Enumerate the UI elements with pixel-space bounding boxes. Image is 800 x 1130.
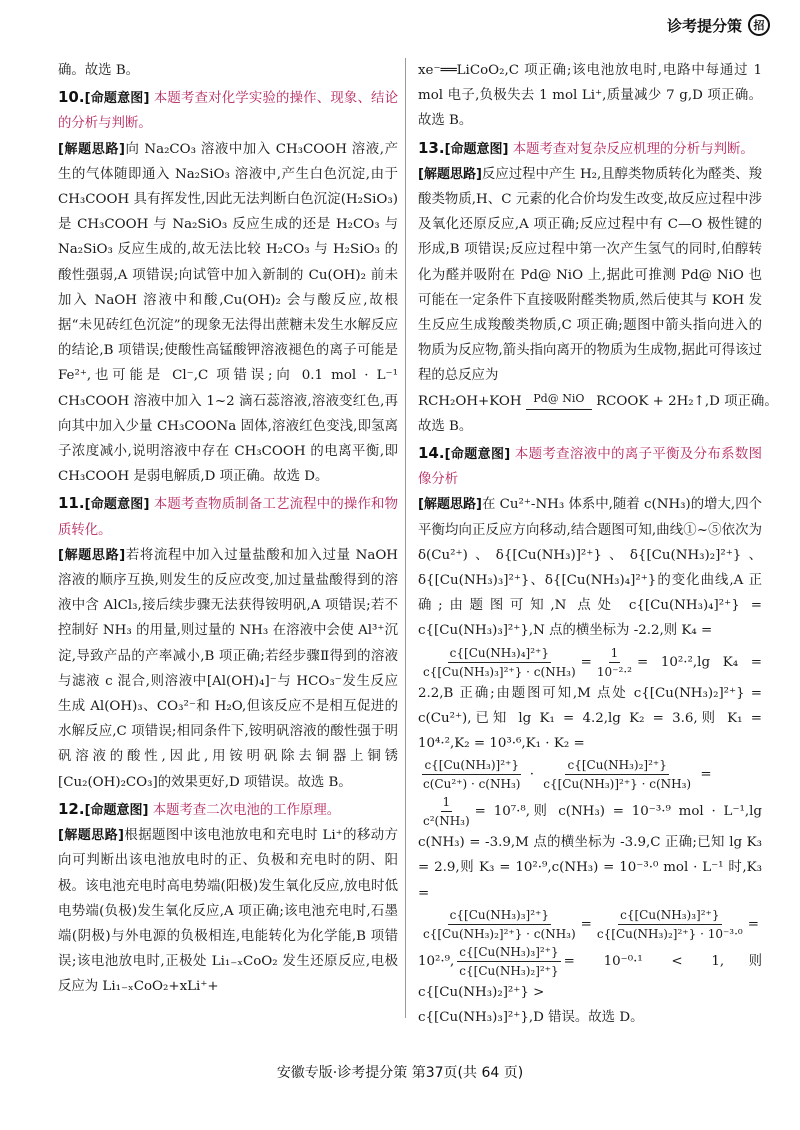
- q14-frac5-den: c{[Cu(NH₃)₂]²⁺} · c(NH₃): [423, 926, 576, 941]
- q14-frac3-den: c{[Cu(NH₃)]²⁺} · c(NH₃): [543, 777, 692, 792]
- q9-tail: 确。故选 B。: [58, 63, 140, 78]
- q14-frac1: [421, 644, 578, 681]
- q14-frac6: [595, 906, 745, 943]
- q14-frac3-num: c{[Cu(NH₃)₂]²⁺}: [565, 756, 668, 775]
- q11-think-tag: [解题思路]: [58, 547, 126, 563]
- q14-frac1b: [595, 644, 634, 681]
- q13-eq-right: RCOOK + 2H₂↑,D 项正确。: [596, 393, 778, 409]
- question-12: [58, 797, 398, 1000]
- q14-intent-line: [418, 441, 762, 492]
- q14-body3: = 10⁷·⁸,则 c(NH₃) = 10⁻³·⁹ mol · L⁻¹,lg c(NH₃) = -3.9,M 点的横坐标为 -3.9,C 正确;已知 lg K₃ = 2.9,则 K₃ = 10²·⁹,c(NH₃) = 10⁻³·⁰ mol · L⁻¹ 时,K₃ =: [418, 804, 762, 901]
- q14-frac3: [541, 756, 693, 793]
- q14-frac1-num: c{[Cu(NH₃)₄]²⁺}: [448, 644, 551, 663]
- q10-intent-line: [58, 85, 398, 136]
- q14-frac2: [421, 756, 522, 793]
- q14-think-tag: [解题思路]: [418, 497, 482, 513]
- q14-frac6-num: c{[Cu(NH₃)₃]²⁺}: [618, 906, 721, 925]
- q14-frac6-den: c{[Cu(NH₃)₂]²⁺} · 10⁻³·⁰: [596, 926, 743, 941]
- q14-frac7: [457, 943, 560, 980]
- q13-think-tag: [解题思路]: [418, 166, 482, 182]
- q14-k1k2-line: $\frac{\text{c\{[Cu(NH₃)]²⁺\}}}{\text{c(Cu²⁺) · c(NH₃)}}$ · $\frac{\text{c\{[Cu(NH₃)₂]²⁺\}}}{\text{c\{[Cu(NH₃)]²⁺\} · c(NH₃)}}$ =: [423, 758, 712, 792]
- q12-tag: [命题意图]: [84, 802, 149, 818]
- column-divider: [405, 58, 406, 1018]
- brand-title: 诊考提分策: [666, 16, 742, 35]
- q14-body1: 在 Cu²⁺-NH₃ 体系中,随着 c(NH₃)的增大,四个平衡均向正反应方向移动,结合题图可知,曲线①~⑤依次为 δ(Cu²⁺)、δ{[Cu(NH₃)]²⁺}、δ{[Cu(NH₃)₂]²⁺}、δ{[Cu(NH₃)₃]²⁺}、δ{[Cu(NH₃)₄]²⁺}的变化曲线,A 正确;由题图可知,N 点处 c{[Cu(NH₃)₄]²⁺} = c{[Cu(NH₃)₃]²⁺},N 点的横坐标为 -2.2,则 K₄ =: [418, 497, 762, 639]
- q11-tag: [命题意图]: [84, 497, 150, 513]
- right-column: [418, 58, 778, 1030]
- question-10: [58, 85, 398, 489]
- q14-k4-line: $\frac{\text{c\{[Cu(NH₃)₄]²⁺\}}}{\text{c\{[Cu(NH₃)₃]²⁺\} · c(NH₃)}}$ = $\frac{1}{\text{10⁻²·²}}$ = 10²·²,lg K₄ = 2.2,B 正确;由题图可知,M 点处 c{[Cu(NH₃)₂]²⁺} = c(Cu²⁺),已知 lg K₁ = 4.2,lg K₂ = 3.6,则 K₁ = 10⁴·²,K₂ = 10³·⁶,K₁ · K₂ =: [418, 645, 762, 752]
- q11-intent-line: [58, 491, 398, 542]
- q10-intent: 本题考查对化学实验的操作、现象、结论的分析与判断。: [58, 91, 399, 132]
- q12-tail: xe⁻══LiCoO₂,C 项正确;该电池放电时,电路中每通过 1 mol 电子,负极失去 1 mol Li⁺,质量减少 7 g,D 项正确。故选 B。: [418, 63, 762, 129]
- q11-body: 若将流程中加入过量盐酸和加入过量 NaOH 溶液的顺序互换,则发生的反应改变,加过量盐酸得到的溶液中含 AlCl₃,接后续步骤无法获得铵明矾,A 项错误;若不控制好 NH₃ 的用量,则过量的 NH₃ 在溶液中会使 Al³⁺沉淀,导致产品的产率减小,B 项正确;若经步骤Ⅱ得到的溶液与滤液 c 混合,则溶液中[Al(OH)₄]⁻与 HCO₃⁻发生反应生成 Al(OH)₃、CO₃²⁻和 H₂O,但该反应不是相互促进的水解反应,C 项错误;相同条件下,铵明矾溶液的酸性强于明矾溶液的酸性,因此,用铵明矾除去铜器上铜锈[Cu₂(OH)₂CO₃]的效果更好,D 项错误。故选 B。: [58, 547, 398, 790]
- q10-tag: [命题意图]: [84, 91, 150, 107]
- q10-body: 向 Na₂CO₃ 溶液中加入 CH₃COOH 溶液,产生的气体随即通入 Na₂SiO₃ 溶液中,产生白色沉淀,由于 CH₃COOH 具有挥发性,因此无法判断白色沉淀(H₂SiO₃)是 CH₃COOH 与 Na₂SiO₃ 反应生成的还是 H₂CO₃ 与 Na₂SiO₃ 反应生成的,故无法比较 H₂CO₃ 与 H₂SiO₃ 的酸性强弱,A 项错误;向试管中加入新制的 Cu(OH)₂ 前未加入 NaOH 溶液中和酸,Cu(OH)₂ 会与酸反应,故根据“未见砖红色沉淀”的现象无法得出蔗糖未发生水解反应的结论,B 项错误;使酸性高锰酸钾溶液褪色的离子可能是 Fe²⁺,也可能是 Cl⁻,C 项错误;向 0.1 mol · L⁻¹ CH₃COOH 溶液中加入 1~2 滴石蕊溶液,溶液变红色,再向其中加入少量 CH₃COONa 固体,溶液红色变浅,即氢离子浓度减小,说明溶液中存在 CH₃COOH 的电离平衡,即 CH₃COOH 是弱电解质,D 项正确。故选 D。: [58, 141, 398, 485]
- q14-intent: 本题考查溶液中的离子平衡及分布系数图像分析: [418, 447, 763, 488]
- q14-body4-pre: 10²·⁹,: [418, 953, 455, 969]
- q14-frac7-den: c{[Cu(NH₃)₂]²⁺}: [459, 963, 559, 978]
- q14-k3-line: $\frac{\text{c\{[Cu(NH₃)₃]²⁺\}}}{\text{c\{[Cu(NH₃)₂]²⁺\} · c(NH₃)}}$ = $\frac{\text{c\{[Cu(NH₃)₃]²⁺\}}}{\text{c\{[Cu(NH₃)₂]²⁺\} · 10⁻³·⁰}}$ =: [423, 907, 759, 941]
- q12-solution: [58, 823, 398, 999]
- q14-frac1b-num: 1: [609, 644, 621, 663]
- q11-solution: [58, 543, 398, 795]
- q13-eq-condition: Pd@ NiO: [533, 391, 585, 405]
- q13-eq-arrow: [526, 393, 592, 410]
- q12-intent: 本题考查二次电池的工作原理。: [152, 802, 341, 818]
- q14-frac1b-den: 10⁻²·²: [596, 664, 632, 679]
- q14-frac4-den: c²(NH₃): [423, 814, 470, 829]
- q14-frac2-den: c(Cu²⁺) · c(NH₃): [423, 777, 521, 792]
- q12-body: 根据题图中该电池放电和充电时 Li⁺的移动方向可判断出该电池放电时的正、负极和充电时的阴、阳极。该电池充电时高电势端(阳极)发生氧化反应,放电时低电势端(负极)发生氧化反应,A 项正确;该电池充电时,石墨端(阴极)与外电源的负极相连,电能转化为化学能,B 项错误;该电池放电时,正极处 Li₁₋ₓCoO₂ 发生还原反应,电极反应为 Li₁₋ₓCoO₂+xLi⁺+: [58, 828, 398, 995]
- q13-equation: [418, 389, 778, 414]
- q14-frac4: [421, 793, 472, 830]
- brand-logo-icon: 招: [748, 14, 770, 36]
- q14-solution: [418, 492, 762, 643]
- q11-number: 11.: [58, 494, 85, 513]
- q13-number: 13.: [418, 138, 445, 157]
- q13-intent-line: [418, 136, 762, 162]
- q10-number: 10.: [58, 88, 85, 107]
- q14-body5: c{[Cu(NH₃)₃]²⁺},D 错误。故选 D。: [418, 1010, 644, 1026]
- q12-intent-line: [58, 797, 398, 823]
- q10-solution: [58, 137, 398, 490]
- reaction-arrow-icon: [526, 405, 592, 410]
- page-footer: 安徽专版·诊考提分策 第37页(共 64 页): [276, 1065, 524, 1081]
- q13-tag: [命题意图]: [444, 141, 509, 157]
- q12-number: 12.: [58, 799, 85, 818]
- q14-frac4-num: 1: [441, 793, 453, 812]
- question-11: [58, 491, 398, 794]
- q14-frac1-den: c{[Cu(NH₃)₃]²⁺} · c(NH₃): [423, 664, 576, 679]
- q12-think-tag: [解题思路]: [58, 828, 124, 844]
- question-13: [418, 136, 778, 439]
- q13-intent: 本题考查对复杂反应机理的分析与判断。: [512, 141, 754, 157]
- q14-c-line: [418, 793, 762, 906]
- q13-end: 故选 B。: [418, 418, 473, 434]
- q13-eq-left: RCH₂OH+KOH: [418, 393, 522, 409]
- header-brand: [667, 14, 770, 36]
- q14-frac5-num: c{[Cu(NH₃)₃]²⁺}: [448, 906, 551, 925]
- question-14: [418, 441, 762, 1030]
- q13-solution: [418, 162, 762, 389]
- q14-body4: = 10⁻⁰·¹ < 1,则 c{[Cu(NH₃)₂]²⁺} >: [418, 953, 762, 1000]
- q14-body2: = 10²·²,lg K₄ = 2.2,B 正确;由题图可知,M 点处 c{[Cu(NH₃)₂]²⁺} = c(Cu²⁺),已知 lg K₁ = 4.2,lg K₂ = 3.6,则 K₁ = 10⁴·²,K₂ = 10³·⁶,K₁ · K₂ =: [418, 654, 762, 752]
- q10-think-tag: [解题思路]: [58, 141, 125, 157]
- q11-intent: 本题考查物质制备工艺流程中的操作和物质转化。: [58, 497, 399, 538]
- q14-ratio-line: [418, 943, 762, 1005]
- q14-frac2-num: c{[Cu(NH₃)]²⁺}: [422, 756, 521, 775]
- q14-tag: [命题意图]: [444, 447, 511, 463]
- q14-frac7-num: c{[Cu(NH₃)₃]²⁺}: [457, 943, 560, 962]
- q14-frac5: [421, 906, 578, 943]
- left-column: [58, 58, 398, 1000]
- q14-number: 14.: [418, 444, 445, 463]
- q13-body: 反应过程中产生 H₂,且醇类物质转化为醛类、羧酸类物质,H、C 元素的化合价均发生改变,故反应过程中涉及氧化还原反应,A 项正确;反应过程中有 C—O 极性键的形成,B 项错误;反应过程中第一次产生氢气的同时,伯醇转化为醛并吸附在 Pd@ NiO 上,据此可推测 Pd@ NiO 也可能在一定条件下直接吸附醛类物质,然后使其与 KOH 发生反应生成羧酸类物质,C 项正确;题图中箭头指向进入的物质为反应物,箭头指向离开的物质为生成物,据此可得该过程的总反应为: [418, 166, 763, 384]
